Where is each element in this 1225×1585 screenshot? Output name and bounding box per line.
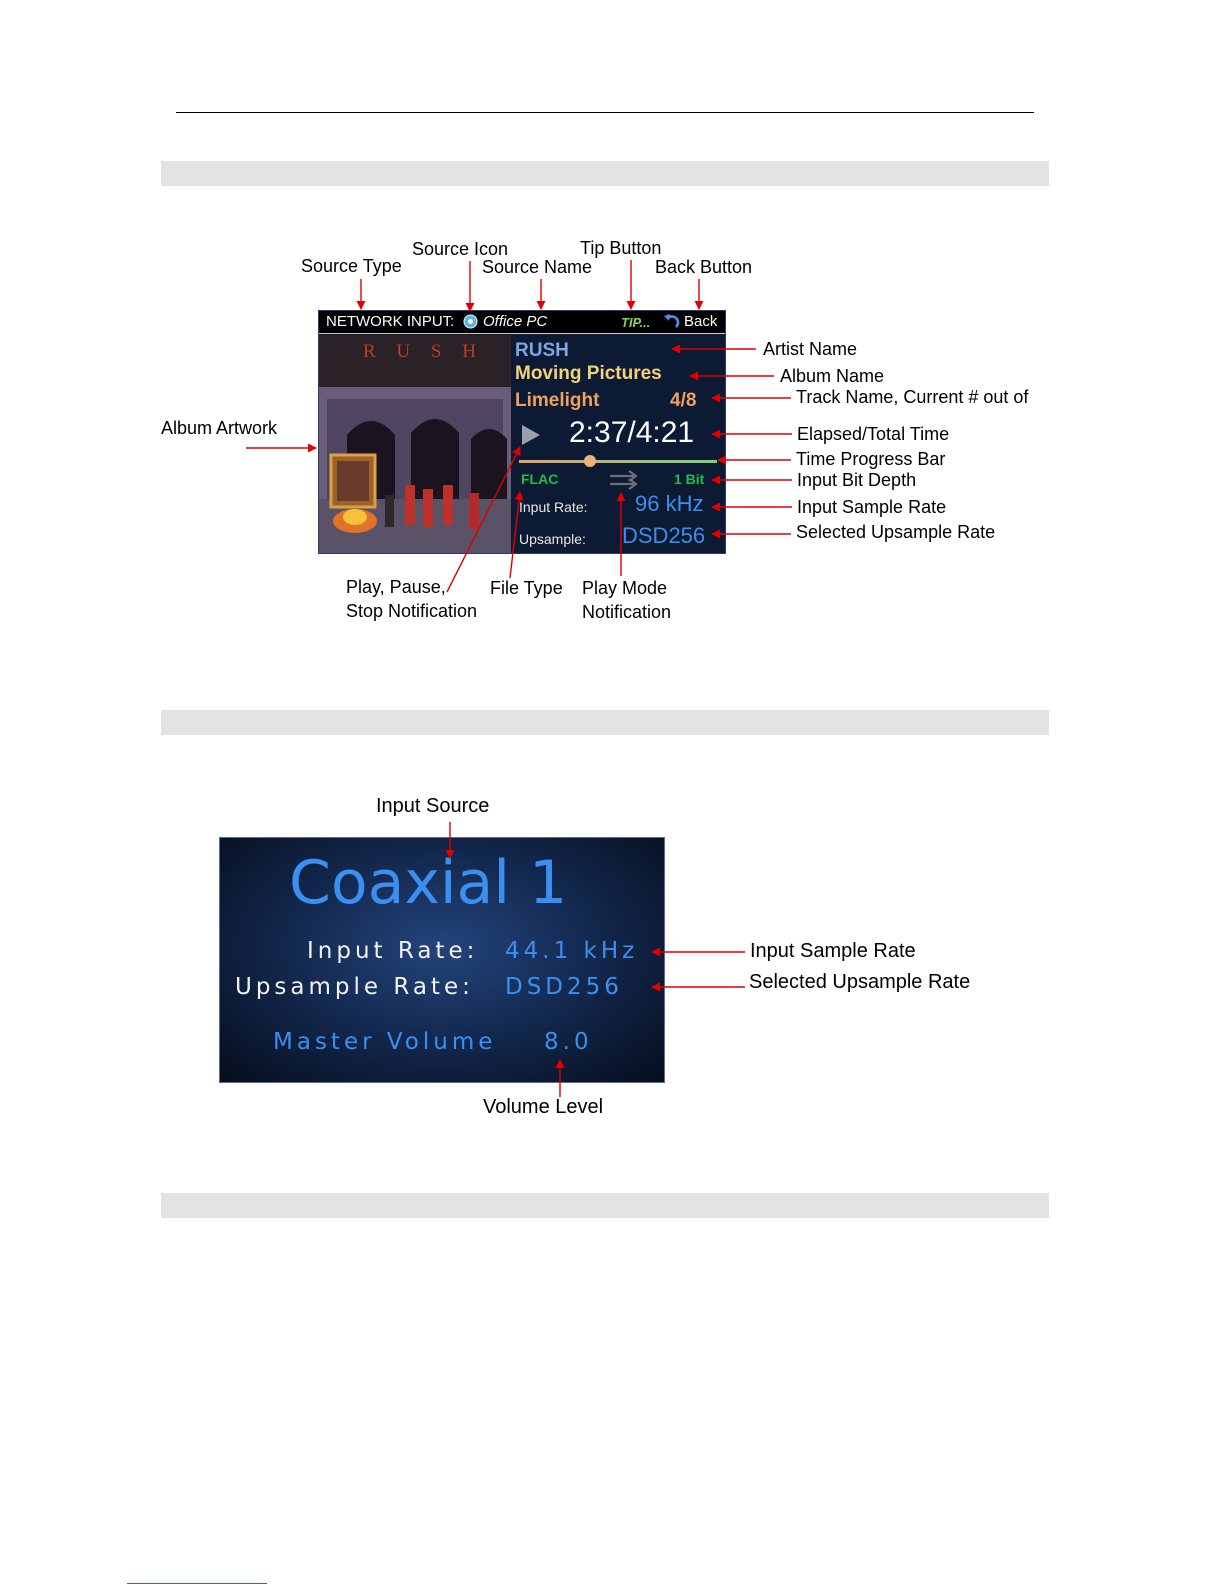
upsample-value: DSD256 — [622, 523, 706, 548]
input-rate-label: Input Rate: — [307, 938, 479, 964]
artwork-title-text: R U S H — [363, 341, 484, 362]
back-button[interactable]: Back — [684, 313, 718, 330]
source-type: NETWORK INPUT: — [326, 313, 455, 330]
callout-notification: Notification — [582, 602, 672, 622]
callout-tip-button: Tip Button — [580, 238, 662, 258]
callout-back-button: Back Button — [655, 257, 753, 277]
callout-bit-depth: Input Bit Depth — [797, 470, 917, 490]
callout-source-type: Source Type — [301, 256, 402, 276]
bit-depth: 1 Bit — [674, 471, 705, 487]
master-volume-label: Master Volume — [273, 1029, 497, 1055]
arrow-file-type — [510, 492, 520, 578]
callout-file-type: File Type — [490, 578, 563, 598]
upsample-label: Upsample: — [519, 531, 586, 547]
master-volume-value: 8.0 — [544, 1029, 593, 1055]
tip-button[interactable]: TIP... — [621, 315, 651, 330]
upsample-rate-label: Upsample Rate: — [235, 974, 474, 1000]
input-rate-value: 44.1 kHz — [505, 938, 639, 964]
callout-source-name: Source Name — [482, 257, 593, 277]
callout-play-mode: Play Mode — [582, 578, 668, 598]
callout-input-source: Input Source — [376, 795, 490, 817]
source-name[interactable]: Office PC — [483, 313, 548, 330]
artist-name: RUSH — [515, 340, 569, 361]
callout-play-pause: Play, Pause, — [346, 577, 446, 597]
elapsed-total-time: 2:37/4:21 — [569, 416, 695, 449]
callout-album-name: Album Name — [780, 366, 885, 386]
callout-upsample-rate: Selected Upsample Rate — [796, 522, 996, 542]
callout-stop-notification: Stop Notification — [346, 601, 478, 621]
callout-upsample-rate-2: Selected Upsample Rate — [749, 971, 971, 993]
callout-elapsed-total: Elapsed/Total Time — [797, 424, 950, 444]
callout-input-sample-rate: Input Sample Rate — [797, 497, 947, 517]
callout-album-artwork: Album Artwork — [161, 418, 278, 438]
track-name: Limelight — [515, 390, 600, 411]
callout-track-name: Track Name, Current # out of — [796, 387, 1029, 407]
input-rate-label: Input Rate: — [519, 499, 588, 515]
callout-progress-bar: Time Progress Bar — [796, 449, 946, 469]
track-index: 4/8 — [670, 390, 697, 411]
callout-volume-level: Volume Level — [483, 1096, 604, 1118]
input-rate-value: 96 kHz — [635, 491, 704, 516]
file-type: FLAC — [521, 471, 559, 487]
arrow-play-notification — [447, 447, 520, 592]
callout-input-sample-rate-2: Input Sample Rate — [750, 940, 916, 962]
callout-source-icon: Source Icon — [412, 239, 509, 259]
album-name: Moving Pictures — [515, 363, 662, 384]
input-source-name: Coaxial 1 — [289, 848, 568, 918]
upsample-rate-value: DSD256 — [505, 974, 623, 1000]
footer-link-underline[interactable] — [127, 1583, 267, 1584]
callout-artist-name: Artist Name — [763, 339, 858, 359]
